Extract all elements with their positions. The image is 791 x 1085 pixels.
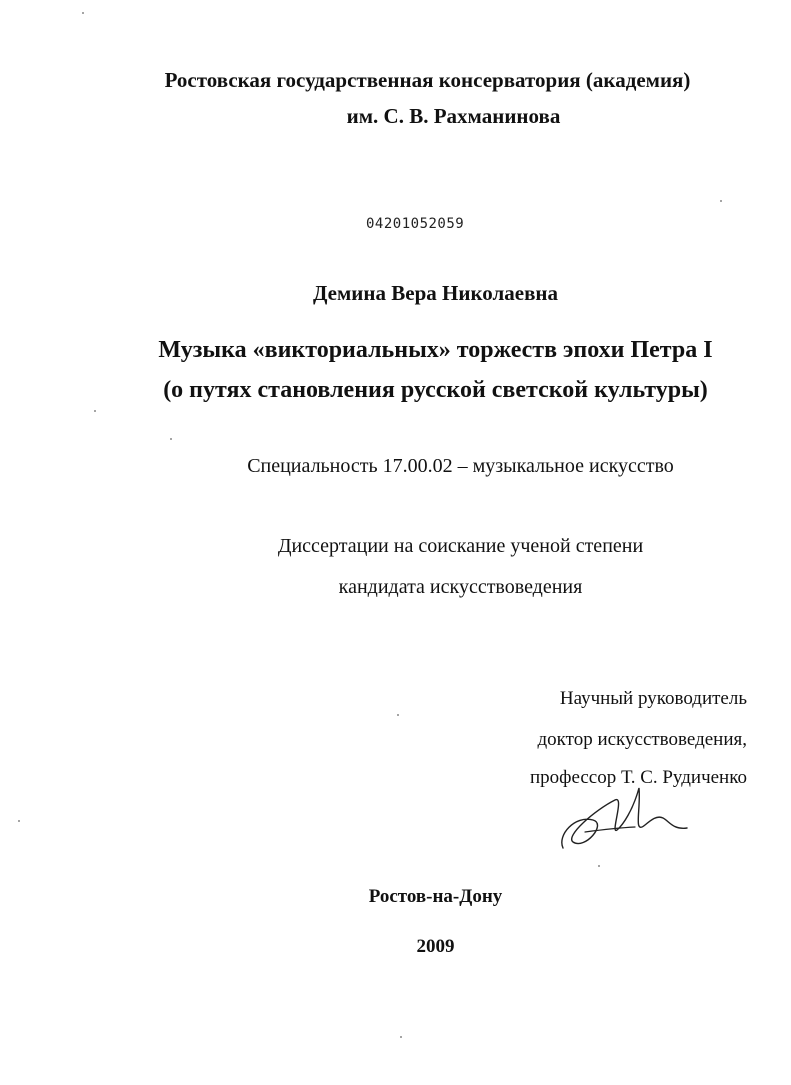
specialty: Специальность 17.00.02 – музыкальное искусство: [247, 455, 674, 477]
dissertation-subtitle: (о путях становления русской светской культуры): [163, 377, 708, 403]
year: 2009: [416, 936, 455, 957]
registration-code: 04201052059: [366, 216, 465, 232]
city: Ростов-на-Дону: [368, 886, 503, 907]
signature: [555, 780, 695, 855]
degree-line-1: Диссертации на соискание ученой степени: [277, 535, 644, 557]
supervisor-label: Научный руководитель: [559, 688, 747, 709]
scan-speck: [170, 438, 172, 440]
dissertation-title: Музыка «викториальных» торжеств эпохи Петра I: [158, 337, 713, 363]
scan-speck: [400, 1036, 402, 1038]
institution-honorific: им. С. В. Рахманинова: [346, 104, 561, 128]
scan-speck: [18, 820, 20, 822]
scan-speck: [598, 865, 600, 867]
scan-speck: [94, 410, 96, 412]
scan-speck: [397, 714, 399, 716]
scan-speck: [82, 12, 84, 14]
institution-name: Ростовская государственная консерватория (академия): [164, 68, 691, 92]
supervisor-name: профессор Т. С. Рудиченко: [529, 767, 747, 788]
author-name: Демина Вера Николаевна: [312, 281, 559, 305]
supervisor-degree: доктор искусствоведения,: [537, 729, 747, 750]
degree-line-2: кандидата искусствоведения: [338, 576, 583, 598]
scan-speck: [720, 200, 722, 202]
